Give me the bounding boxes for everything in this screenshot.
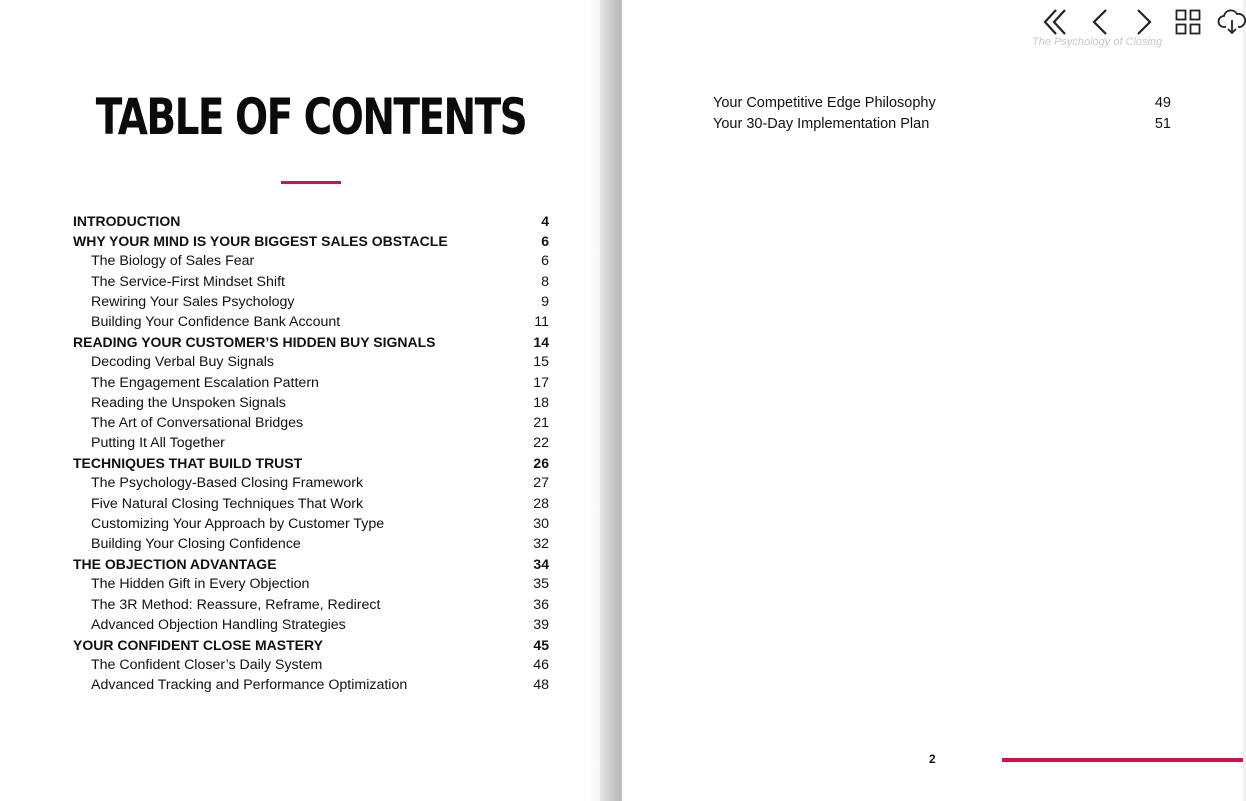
toc-entry-label: THE OBJECTION ADVANTAGE [73, 556, 277, 573]
double-chevron-left-icon [1041, 7, 1071, 37]
toc-entry[interactable] [73, 413, 549, 433]
toc-entry-label: The 3R Method: Reassure, Reframe, Redirect [91, 596, 381, 613]
first-page-button[interactable] [1034, 4, 1078, 40]
toc-entry[interactable] [73, 393, 549, 413]
toc-entry[interactable] [73, 615, 549, 635]
toc-entry-page: 6 [541, 233, 549, 250]
toc-entry-label: YOUR CONFIDENT CLOSE MASTERY [73, 636, 323, 653]
toc-entry-page: 34 [533, 556, 549, 573]
toc-entry-page: 32 [533, 536, 549, 552]
toc-entry-label: Customizing Your Approach by Customer Type [91, 515, 385, 532]
toc-entry-label: INTRODUCTION [73, 213, 181, 229]
toc-entry[interactable] [713, 114, 1171, 135]
toc-entry-label: Building Your Closing Confidence [91, 536, 301, 552]
running-header: The Psychology of Closing [1032, 36, 1163, 48]
toc-section-entry[interactable] [73, 231, 549, 251]
toc-entry-page: 26 [533, 455, 549, 472]
toc-entry[interactable] [73, 514, 549, 534]
toc-entry-page: 17 [533, 374, 549, 391]
toc-entry-label: Your 30-Day Implementation Plan [713, 116, 930, 132]
toc-entry[interactable] [73, 251, 549, 271]
toc-entry-page: 45 [533, 636, 549, 653]
toc-entry-page: 30 [533, 515, 549, 532]
toc-section-entry[interactable] [73, 211, 549, 231]
toc-entry-page: 21 [533, 414, 549, 431]
toc-entry[interactable] [73, 352, 549, 372]
toc-entry-page: 6 [541, 253, 549, 270]
toc-entry-page: 22 [533, 435, 549, 452]
toc-entry-label: The Art of Conversational Bridges [91, 414, 304, 431]
toc-entry-label: The Engagement Escalation Pattern [91, 374, 319, 391]
next-page-button[interactable] [1122, 4, 1166, 40]
toc-entry-page: 27 [533, 475, 549, 492]
toc-entry-label: Advanced Tracking and Performance Optimization [91, 677, 408, 694]
table-of-contents-continued [713, 93, 1171, 135]
toc-entry-label: Decoding Verbal Buy Signals [91, 354, 274, 371]
table-of-contents [73, 211, 549, 696]
toc-entry-label: The Confident Closer’s Daily System [91, 657, 323, 674]
chevron-right-icon [1132, 7, 1156, 37]
toc-entry-page: 35 [533, 576, 549, 593]
toc-entry[interactable] [73, 373, 549, 393]
toc-entry-page: 39 [533, 616, 549, 633]
title-underline [281, 181, 341, 184]
toc-entry-page: 14 [533, 334, 549, 351]
toc-entry-label: Your Competitive Edge Philosophy [713, 95, 936, 111]
toc-entry-page: 15 [533, 354, 549, 371]
toc-section-entry[interactable] [73, 635, 549, 655]
toc-entry[interactable] [73, 272, 549, 292]
toc-entry-page: 49 [1154, 95, 1171, 111]
chevron-left-icon [1088, 7, 1112, 37]
toc-section-entry[interactable] [73, 554, 549, 574]
toc-entry-label: READING YOUR CUSTOMER’S HIDDEN BUY SIGNALS [73, 334, 436, 351]
toc-entry[interactable] [73, 675, 549, 695]
left-page [0, 0, 600, 801]
toc-entry-label: Five Natural Closing Techniques That Work [91, 495, 364, 512]
toc-entry[interactable] [73, 595, 549, 615]
toc-entry-label: TECHNIQUES THAT BUILD TRUST [73, 455, 303, 472]
viewer-toolbar [1034, 4, 1246, 40]
toc-entry[interactable] [73, 655, 549, 675]
toc-section-entry[interactable] [73, 453, 549, 473]
page-number: 2 [929, 752, 936, 766]
toc-entry-label: Advanced Objection Handling Strategies [91, 616, 346, 633]
toc-entry[interactable] [73, 534, 549, 554]
toc-entry-label: Rewiring Your Sales Psychology [91, 293, 295, 310]
toc-entry-page: 48 [533, 677, 549, 694]
toc-entry-label: The Hidden Gift in Every Objection [91, 576, 310, 593]
toc-entry-label: Putting It All Together [91, 435, 225, 452]
toc-entry-label: The Biology of Sales Fear [91, 253, 255, 270]
toc-entry-page: 51 [1154, 116, 1171, 132]
previous-page-button[interactable] [1078, 4, 1122, 40]
toc-entry[interactable] [73, 292, 549, 312]
footer-accent-rule [1002, 758, 1243, 762]
toc-entry-label: The Service-First Mindset Shift [91, 273, 285, 290]
toc-entry[interactable] [73, 312, 549, 332]
toc-entry[interactable] [73, 574, 549, 594]
thumbnails-button[interactable] [1166, 4, 1210, 40]
toc-entry-page: 8 [541, 273, 549, 290]
toc-entry[interactable] [73, 433, 549, 453]
download-button[interactable] [1210, 4, 1246, 40]
toc-entry-label: The Psychology-Based Closing Framework [91, 475, 364, 492]
toc-entry-label: Building Your Confidence Bank Account [91, 313, 341, 330]
cloud-download-icon [1217, 9, 1246, 35]
toc-entry-page: 28 [533, 495, 549, 512]
toc-entry-label: Reading the Unspoken Signals [91, 394, 286, 411]
toc-entry-page: 46 [533, 657, 549, 674]
page-title: TABLE OF CONTENTS [95, 88, 527, 146]
toc-entry-page: 9 [541, 293, 549, 310]
toc-entry[interactable] [73, 494, 549, 514]
toc-entry-page: 36 [533, 596, 549, 613]
toc-section-entry[interactable] [73, 332, 549, 352]
grid-icon [1175, 9, 1201, 35]
toc-entry[interactable] [713, 93, 1171, 114]
toc-entry-page: 11 [534, 313, 549, 330]
toc-entry-page: 4 [541, 213, 549, 229]
toc-entry[interactable] [73, 473, 549, 493]
toc-entry-page: 18 [533, 394, 549, 411]
toc-entry-label: WHY YOUR MIND IS YOUR BIGGEST SALES OBSTACLE [73, 233, 448, 250]
